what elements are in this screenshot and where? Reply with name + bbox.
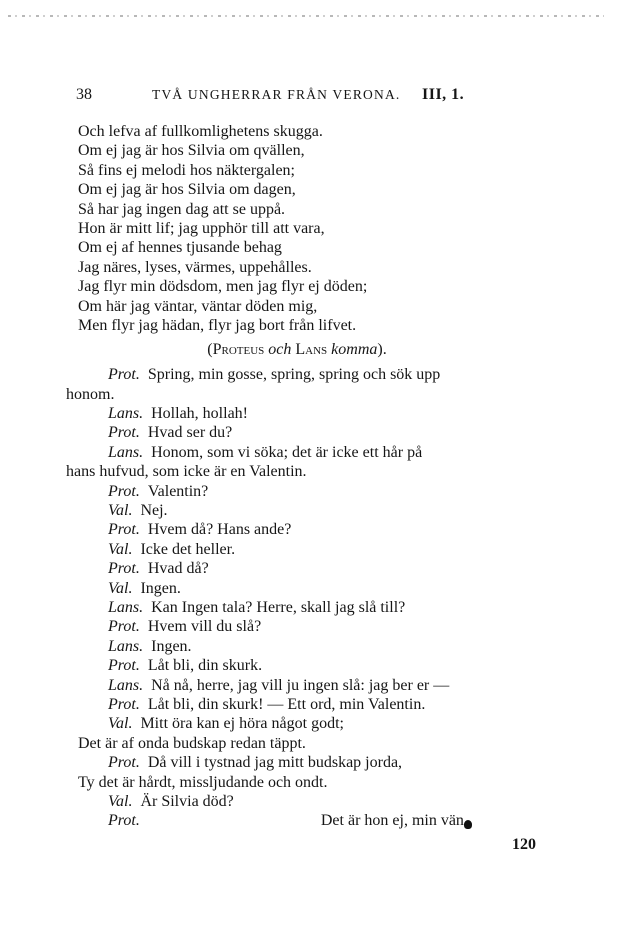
speech-text: Hvad då? <box>147 560 209 578</box>
prose-continuation: honom. <box>66 385 115 403</box>
speaker-label: Val. <box>108 792 133 810</box>
speech-line <box>78 501 556 520</box>
speaker-label: Prot. <box>108 618 140 636</box>
speech-line <box>78 637 556 656</box>
speech-line <box>78 423 556 442</box>
verse-line: Och lefva af fullkomlighetens skugga. <box>78 123 323 140</box>
speech-text: Hvad ser du? <box>147 424 233 442</box>
verse-line: Om här jag väntar, väntar döden mig, <box>78 297 318 315</box>
speech-text: Låt bli, din skurk. <box>147 657 263 675</box>
verse-continuation: Ty det är hårdt, missljudande och ondt. <box>78 773 328 791</box>
speaker-label: Val. <box>108 579 133 597</box>
speaker-label: Val. <box>108 502 133 520</box>
speech-text: Nå nå, herre, jag vill ju ingen slå: jag ber er — <box>151 676 450 694</box>
speaker-label: Prot. <box>108 754 140 772</box>
speaker-label: Lans. <box>108 405 144 423</box>
verse-line: Men flyr jag hädan, flyr jag bort från lifvet. <box>78 316 357 334</box>
speech-text: Ingen. <box>151 637 192 655</box>
speech-line <box>78 365 556 384</box>
verse-block <box>78 122 556 335</box>
verse-line: Om ej af hennes tjusande behag <box>78 239 282 257</box>
speaker-label: Prot. <box>108 560 140 578</box>
prose-continuation: hans hufvud, som icke är en Valentin. <box>66 463 307 481</box>
verse-line: Jag näres, lyses, värmes, uppehålles. <box>78 258 312 276</box>
speech-line <box>78 404 556 423</box>
speaker-label: Prot. <box>108 695 140 713</box>
speech-line <box>78 792 556 811</box>
speech-line <box>78 753 556 772</box>
scan-edge-artifact <box>8 15 604 17</box>
speech-text: Spring, min gosse, spring, spring och sök upp <box>147 366 441 384</box>
speaker-label: Lans. <box>108 443 144 461</box>
speaker-label: Prot. <box>108 812 140 830</box>
verse-line: Så har jag ingen dag att se uppå. <box>78 200 286 218</box>
speech-line <box>78 540 556 559</box>
speech-line <box>78 520 556 539</box>
page-number: 38 <box>76 86 92 103</box>
act-scene-marker: III, 1. <box>422 86 465 103</box>
speaker-label: Lans. <box>108 637 144 655</box>
speech-text: Då vill i tystnad jag mitt budskap jorda, <box>147 754 403 772</box>
speech-text: Valentin? <box>147 482 209 500</box>
speech-text: Hvem då? Hans ande? <box>147 521 292 539</box>
verse-line: Om ej jag är hos Silvia om qvällen, <box>78 142 305 160</box>
speech-text: Hollah, hollah! <box>151 405 248 423</box>
page-header <box>76 86 540 108</box>
speech-text: Honom, som vi söka; det är icke ett hår på <box>151 443 423 461</box>
speaker-label: Lans. <box>108 676 144 694</box>
verse-line: Hon är mitt lif; jag upphör till att vara, <box>78 219 325 237</box>
speaker-label: Val. <box>108 715 133 733</box>
speech-line <box>78 598 556 617</box>
speech-text: Ingen. <box>140 579 181 597</box>
speech-text: Låt bli, din skurk! — Ett ord, min Valentin. <box>147 695 426 713</box>
running-head: TVÅ UNGHERRAR FRÅN VERONA. <box>152 87 401 102</box>
speech-line <box>78 676 556 695</box>
speech-line <box>78 695 556 714</box>
speech-line <box>78 617 556 636</box>
speech-line <box>78 443 556 462</box>
dialogue-block <box>66 365 556 830</box>
speaker-label: Val. <box>108 540 133 558</box>
speech-line <box>78 714 556 733</box>
character-name: Proteus <box>212 341 265 359</box>
verse-line: Jag flyr min dödsdom, men jag flyr ej döden; <box>78 278 368 296</box>
speech-text: Icke det heller. <box>140 540 236 558</box>
verse-line: Så fins ej melodi hos näktergalen; <box>78 161 295 179</box>
speech-text: Är Silvia död? <box>140 792 234 810</box>
speaker-label: Lans. <box>108 598 144 616</box>
speaker-label: Prot. <box>108 482 140 500</box>
speech-line <box>78 579 556 598</box>
page-body <box>66 122 556 831</box>
speech-text: Kan Ingen tala? Herre, skall jag slå till? <box>151 598 406 616</box>
speech-text: Mitt öra kan ej höra något godt; <box>140 715 344 733</box>
speech-line <box>78 482 556 501</box>
character-name: Lans <box>295 341 328 359</box>
ink-blot <box>464 820 472 829</box>
speaker-label: Prot. <box>108 657 140 675</box>
speech-text: Hvem vill du slå? <box>147 618 262 636</box>
speech-text: Det är hon ej, min vän <box>320 812 464 830</box>
speaker-label: Prot. <box>108 424 140 442</box>
speech-line <box>78 811 556 830</box>
speech-line <box>78 559 556 578</box>
speech-text: Nej. <box>140 502 168 520</box>
speech-line <box>78 656 556 675</box>
stage-direction: (Proteus och Lans komma). <box>207 341 387 359</box>
verse-continuation: Det är af onda budskap redan täppt. <box>78 734 306 752</box>
verse-line: Om ej jag är hos Silvia om dagen, <box>78 181 296 199</box>
speaker-label: Prot. <box>108 521 140 539</box>
speaker-label: Prot. <box>108 366 140 384</box>
signature-mark: 120 <box>512 836 536 853</box>
